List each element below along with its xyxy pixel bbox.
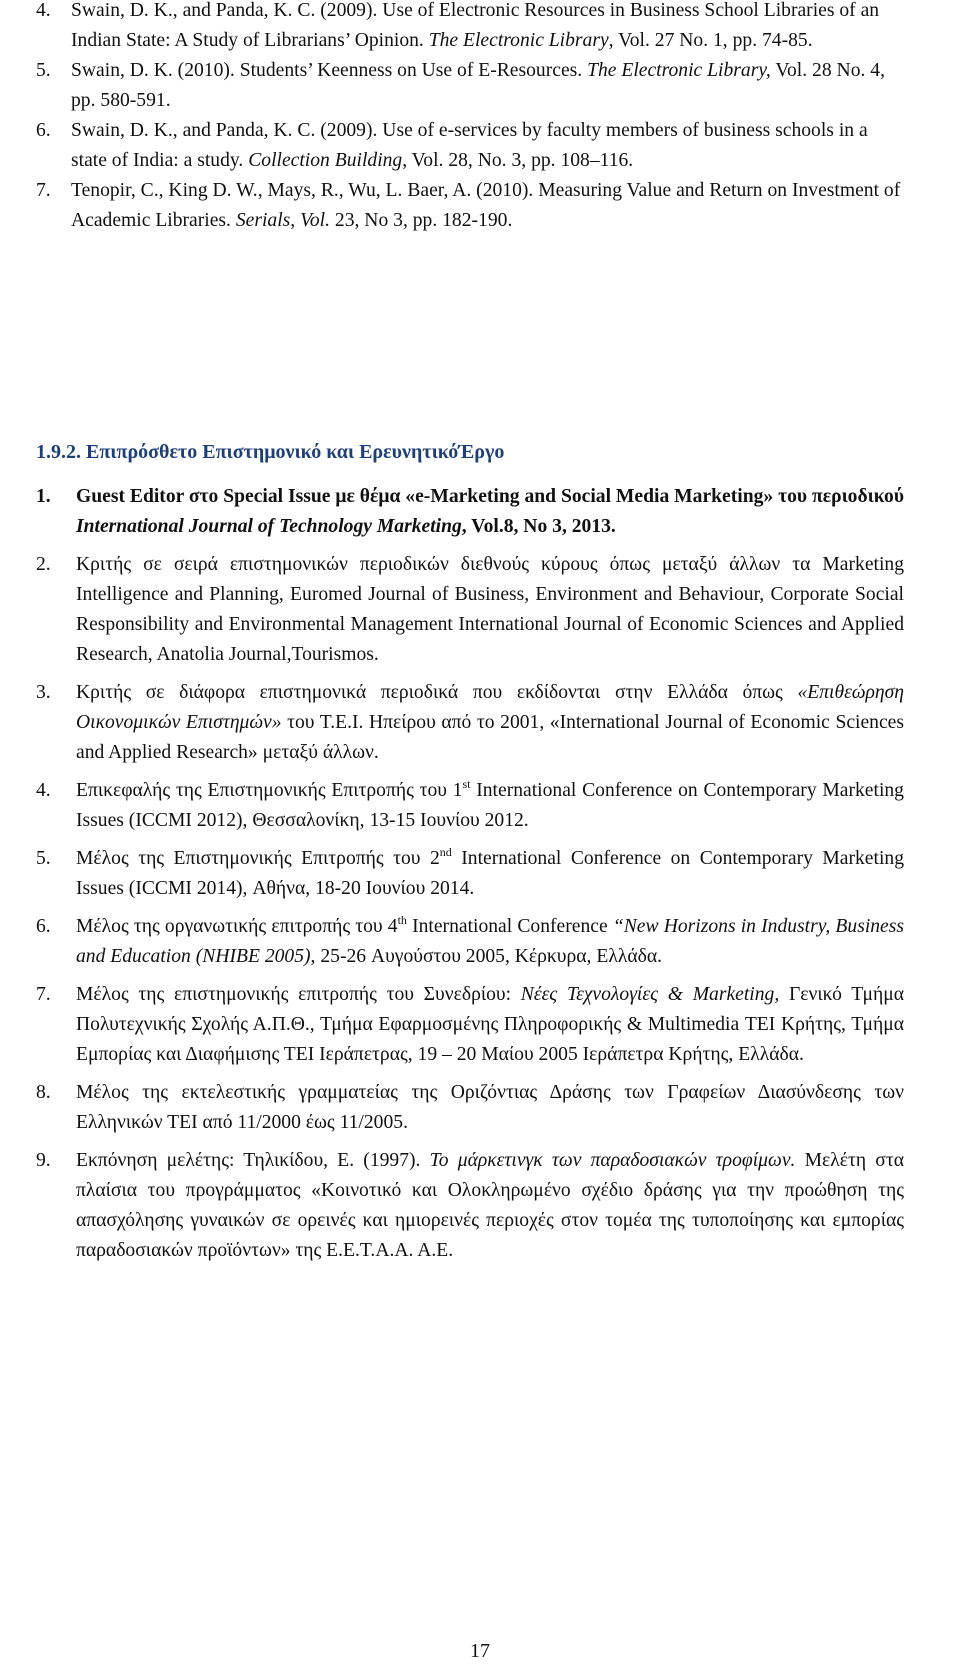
reference-text: Swain, D. K., and Panda, K. C. (2009). Use of Electronic Resources in Business School Libraries of an Indian State: A Study of Librarians’ Opinion. The Electronic Library, Vol. 27 No. 1, pp. 74-85.: [71, 0, 880, 51]
list-item: [36, 550, 904, 670]
reference-text: Swain, D. K., and Panda, K. C. (2009). Use of e-services by faculty members of business schools in a state of India: a study. Collection Building, Vol. 28, No. 3, pp. 108–116.: [71, 120, 868, 171]
item-text: Guest Editor στο Special Issue με θέμα «e-Marketing and Social Media Marketing» του περιοδικού International Journal of Technology Marketing, Vol.8, No 3, 2013.: [76, 486, 904, 537]
list-item: [36, 844, 904, 904]
item-text: Μέλος της οργανωτικής επιτροπής του 4th International Conference “New Horizons in Industry, Business and Education (NHIBE 2005), 25-26 Αυγούστου 2005, Κέρκυρα, Ελλάδα.: [76, 913, 905, 967]
item-text: Κριτής σε σειρά επιστημονικών περιοδικών διεθνούς κύρους όπως μεταξύ άλλων τα Marketing Intelligence and Planning, Euromed Journal of Business, Environment and Behaviour, Corporate Social Responsibility and Environmental Management International Journal of Economic Sciences and Applied Research, Anatolia Journal,Tourismos.: [76, 554, 904, 665]
item-number: 8.: [36, 1082, 51, 1103]
activities-list: [36, 482, 904, 1274]
item-text: Εκπόνηση μελέτης: Τηλικίδου, Ε. (1997). Το μάρκετινγκ των παραδοσιακών τροφίμων. Μελέτη στα πλαίσια του προγράμματος «Κοινοτικό και Ολοκληρωμένο σχέδιο δράσης για την προώθηση της απασχόλησης γυναικών σε ορεινές και ημιορεινές περιοχές στον τομέα της τυποποίησης και εμπορίας παραδοσιακών προϊόντων» της Ε.Ε.Τ.Α.Α. Α.Ε.: [76, 1150, 905, 1261]
item-number: 6.: [36, 916, 51, 937]
list-item: [36, 776, 904, 836]
list-item: [36, 1078, 904, 1138]
item-number: 9.: [36, 1150, 51, 1171]
list-item: [36, 1146, 904, 1266]
item-number: 3.: [36, 682, 51, 703]
reference-number: 4.: [36, 0, 51, 21]
page-number: 17: [470, 1640, 490, 1662]
reference-item: [36, 0, 904, 56]
item-text: Μέλος της Επιστημονικής Επιτροπής του 2nd International Conference on Contemporary Marketing Issues (ICCMI 2014), Αθήνα, 18-20 Ιουνίου 2014.: [76, 845, 904, 899]
reference-number: 7.: [36, 180, 51, 201]
list-item: [36, 678, 904, 768]
list-item: [36, 912, 904, 972]
item-number: 5.: [36, 848, 51, 869]
section-heading: 1.9.2. Επιπρόσθετο Επιστημονικό και ΕρευνητικόΈργο: [36, 441, 505, 463]
list-item: [36, 980, 904, 1070]
item-text: Μέλος της εκτελεστικής γραμματείας της Οριζόντιας Δράσης των Γραφείων Διασύνδεσης των Ελληνικών ΤΕΙ από 11/2000 έως 11/2005.: [76, 1082, 904, 1133]
item-number: 2.: [36, 554, 51, 575]
item-number: 1.: [36, 486, 51, 507]
list-item: [36, 482, 904, 542]
reference-text: Swain, D. K. (2010). Students’ Keenness on Use of E-Resources. The Electronic Library, Vol. 28 No. 4, pp. 580-591.: [71, 60, 885, 111]
item-number: 4.: [36, 780, 51, 801]
reference-item: [36, 176, 904, 236]
item-text: Μέλος της επιστημονικής επιτροπής του Συνεδρίου: Νέες Τεχνολογίες & Marketing, Γενικό Τμήμα Πολυτεχνικής Σχολής Α.Π.Θ., Τμήμα Εφαρμοσμένης Πληροφορικής & Multimedia ΤΕΙ Κρήτης, Τμήμα Εμπορίας και Διαφήμισης ΤΕΙ Ιεράπετρας, 19 – 20 Μαίου 2005 Ιεράπετρα Κρήτης, Ελλάδα.: [76, 984, 904, 1065]
item-number: 7.: [36, 984, 51, 1005]
reference-number: 6.: [36, 120, 51, 141]
reference-item: [36, 116, 904, 176]
references-list: [36, 0, 904, 236]
item-text: Κριτής σε διάφορα επιστημονικά περιοδικά που εκδίδονται στην Ελλάδα όπως «Επιθεώρηση Οικονομικών Επιστημών» του Τ.Ε.Ι. Ηπείρου από το 2001, «International Journal of Economic Sciences and Applied Research» μεταξύ άλλων.: [76, 682, 904, 763]
reference-number: 5.: [36, 60, 51, 81]
item-text: Επικεφαλής της Επιστημονικής Επιτροπής του 1st International Conference on Contemporary Marketing Issues (ICCMI 2012), Θεσσαλονίκη, 13-15 Ιουνίου 2012.: [76, 777, 904, 831]
reference-item: [36, 56, 904, 116]
reference-text: Tenopir, C., King D. W., Mays, R., Wu, L. Baer, A. (2010). Measuring Value and Return on Investment of Academic Libraries. Serials, Vol. 23, No 3, pp. 182-190.: [71, 180, 901, 231]
